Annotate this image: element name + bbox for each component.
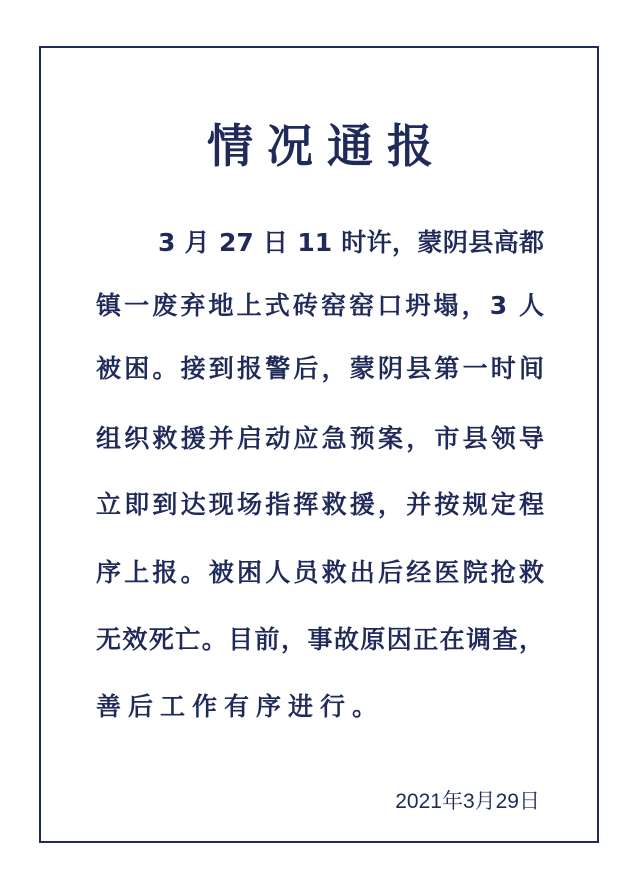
notice-title: 情况通报 <box>207 119 447 173</box>
body-line-2: 镇一废弃地上式砖窑窑口坍塌，3 人 <box>96 291 544 320</box>
body-line-8: 善后工作有序进行。 <box>96 692 385 721</box>
body-line-1: 3 月 27 日 11 时许，蒙阴县高都 <box>158 228 544 257</box>
body-line-4: 组织救援并启动应急预案，市县领导 <box>96 424 544 453</box>
notice-date: 2021年3月29日 <box>395 790 540 813</box>
body-line-7: 无效死亡。目前，事故原因正在调查， <box>96 625 544 654</box>
body-line-5: 立即到达现场指挥救援，并按规定程 <box>96 490 544 519</box>
body-line-3: 被困。接到报警后，蒙阴县第一时间 <box>96 354 544 383</box>
body-line-6: 序上报。被困人员救出后经医院抢救 <box>96 558 544 587</box>
